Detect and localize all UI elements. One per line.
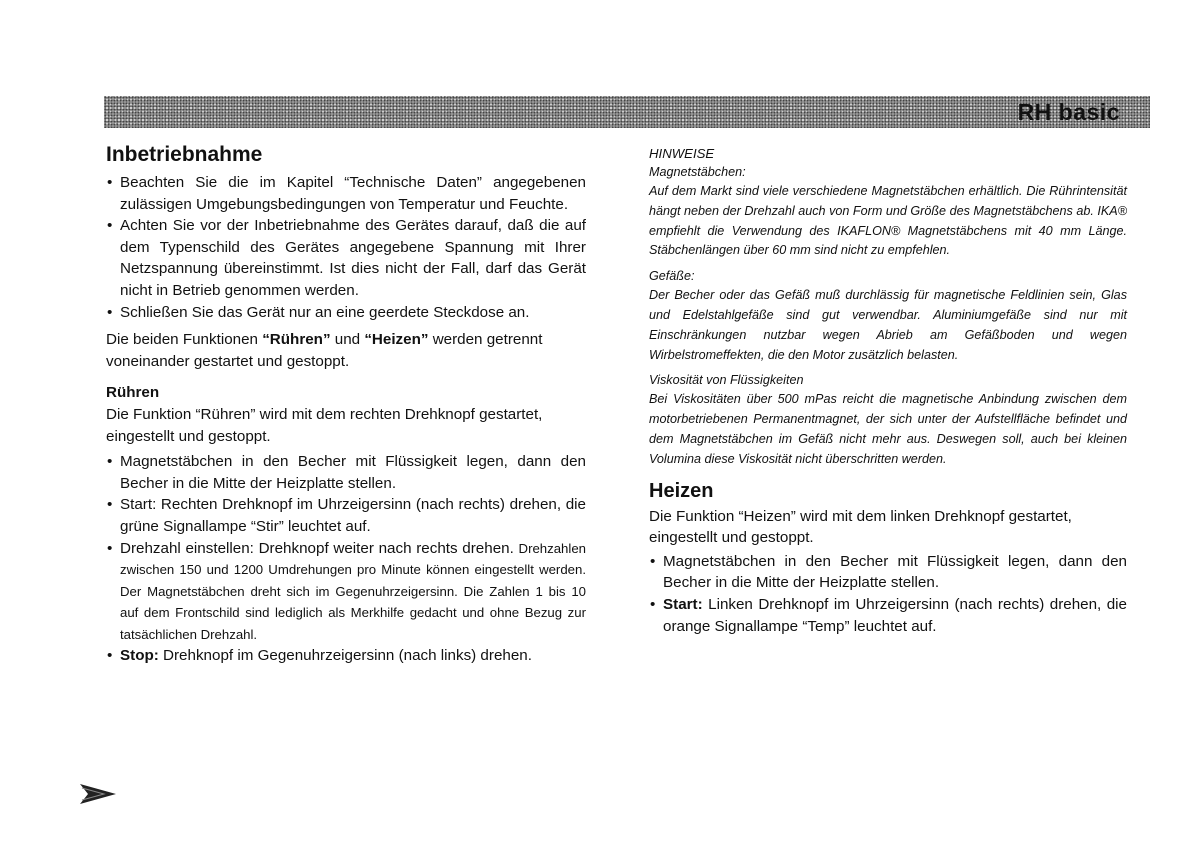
list-item: • Schließen Sie das Gerät nur an eine geerdete Steckdose an. <box>106 302 586 324</box>
arrow-right-icon <box>78 782 118 806</box>
functions-intro <box>106 329 586 372</box>
note-text: Auf dem Markt sind viele verschiedene Magnetstäbchen erhältlich. Die Rührintensität hängt neben der Drehzahl auch von Form und Größe des Magnetstäbchens ab. IKA® empfiehlt die Verwendung des IKAFLON® Magnetstäbchens mit 40 mm Länge. Stäbchenlängen über 60 mm sind nicht zu empfehlen. <box>649 184 1127 258</box>
ruehren-heading: Rühren <box>106 384 160 402</box>
start-label: Start: <box>663 595 703 613</box>
heizen-heading: Heizen <box>649 479 714 502</box>
note-magnetstaebchen <box>649 163 1127 261</box>
list-item: • Start: Rechten Drehknopf im Uhrzeigersinn (nach rechts) drehen, die grüne Signallampe “Stir” leuchtet auf. <box>106 494 586 537</box>
ruehren-list <box>106 451 586 667</box>
ruehren-intro: Die Funktion “Rühren” wird mit dem rechten Drehknopf gestartet, eingestellt und gestoppt. <box>106 405 543 445</box>
function-heizen-label: “Heizen” <box>364 331 429 349</box>
note-gefaesse <box>649 267 1127 365</box>
list-item <box>106 538 586 646</box>
banner-title: RH basic <box>1017 99 1120 125</box>
note-viskositaet <box>649 371 1127 469</box>
page-title: Inbetriebnahme <box>106 143 263 166</box>
note-title: Magnetstäbchen: <box>649 165 746 179</box>
header-banner <box>104 96 1150 128</box>
heizen-list <box>649 551 1127 637</box>
list-item <box>649 594 1127 637</box>
note-title: Gefäße: <box>649 269 695 284</box>
stop-text: Drehknopf im Gegenuhrzeigersinn (nach links) drehen. <box>158 647 532 665</box>
list-item <box>106 645 586 667</box>
notes-heading: HINWEISE <box>649 146 715 161</box>
speed-main-text: Drehzahl einstellen: Drehknopf weiter nach rechts drehen. <box>120 539 514 557</box>
intro-text-mid: und <box>330 331 365 349</box>
list-item: • Achten Sie vor der Inbetriebnahme des Gerätes darauf, daß die auf dem Typenschild des Gerätes angegebene Spannung mit Ihrer Netzspannung übereinstimmt. Ist dies nicht der Fall, darf das Gerät nicht in Betrieb genommen werden. <box>106 215 586 301</box>
list-item: • Magnetstäbchen in den Becher mit Flüssigkeit legen, dann den Becher in die Mitte der Heizplatte stellen. <box>649 551 1127 594</box>
startup-list <box>106 172 586 323</box>
right-column <box>649 144 1127 637</box>
stop-label: Stop: <box>120 647 159 665</box>
intro-text-post: werden getrennt voneinander gestartet und gestoppt. <box>106 331 543 370</box>
note-text: Bei Viskositäten über 500 mPas reicht die magnetische Anbindung zwischen dem motorbetriebenen Permanentmagnet, der sich unter der Aufstellfläche befindet und dem Magnetstäbchen im Gefäß nicht mehr aus. Deswegen soll, auch bei kleinen Volumina diese Viskosität nicht überschritten werden. <box>649 392 1127 466</box>
list-item: • Magnetstäbchen in den Becher mit Flüssigkeit legen, dann den Becher in die Mitte der Heizplatte stellen. <box>106 451 586 494</box>
list-item: • Beachten Sie die im Kapitel “Technische Daten” angegebenen zulässigen Umgebungsbedingungen von Temperatur und Feuchte. <box>106 172 586 215</box>
function-ruehren-label: “Rühren” <box>262 331 331 349</box>
note-title: Viskosität von Flüssigkeiten <box>649 373 804 388</box>
left-column <box>106 142 586 667</box>
speed-detail-text: Drehzahlen zwischen 150 und 1200 Umdrehungen pro Minute können eingestellt werden. Der Magnetstäbchen dreht sich im Gegenuhrzeigersinn. Die Zahlen 1 bis 10 auf dem Frontschild sind lediglich als Merkhilfe gedacht und ohne Bezug zur tatsächlichen Drehzahl. <box>120 540 586 642</box>
note-text: Der Becher oder das Gefäß muß durchlässig für magnetische Feldlinien sein, Glas und Edelstahlgefäße sind gut verwendbar. Aluminiumgefäße sind nur mit Einschränkungen nutzbar wegen Abrieb am Gefäßboden und wegen Wirbelstromeffekten, die den Motor zusätzlich belasten. <box>649 288 1127 362</box>
intro-text-pre: Die beiden Funktionen <box>106 331 263 349</box>
heizen-intro: Die Funktion “Heizen” wird mit dem linken Drehknopf gestartet, eingestellt und gestoppt. <box>649 507 1072 547</box>
heizen-body <box>649 506 1127 638</box>
start-text: Linken Drehknopf im Uhrzeigersinn (nach rechts) drehen, die orange Signallampe “Temp” leuchtet auf. <box>663 595 1127 635</box>
